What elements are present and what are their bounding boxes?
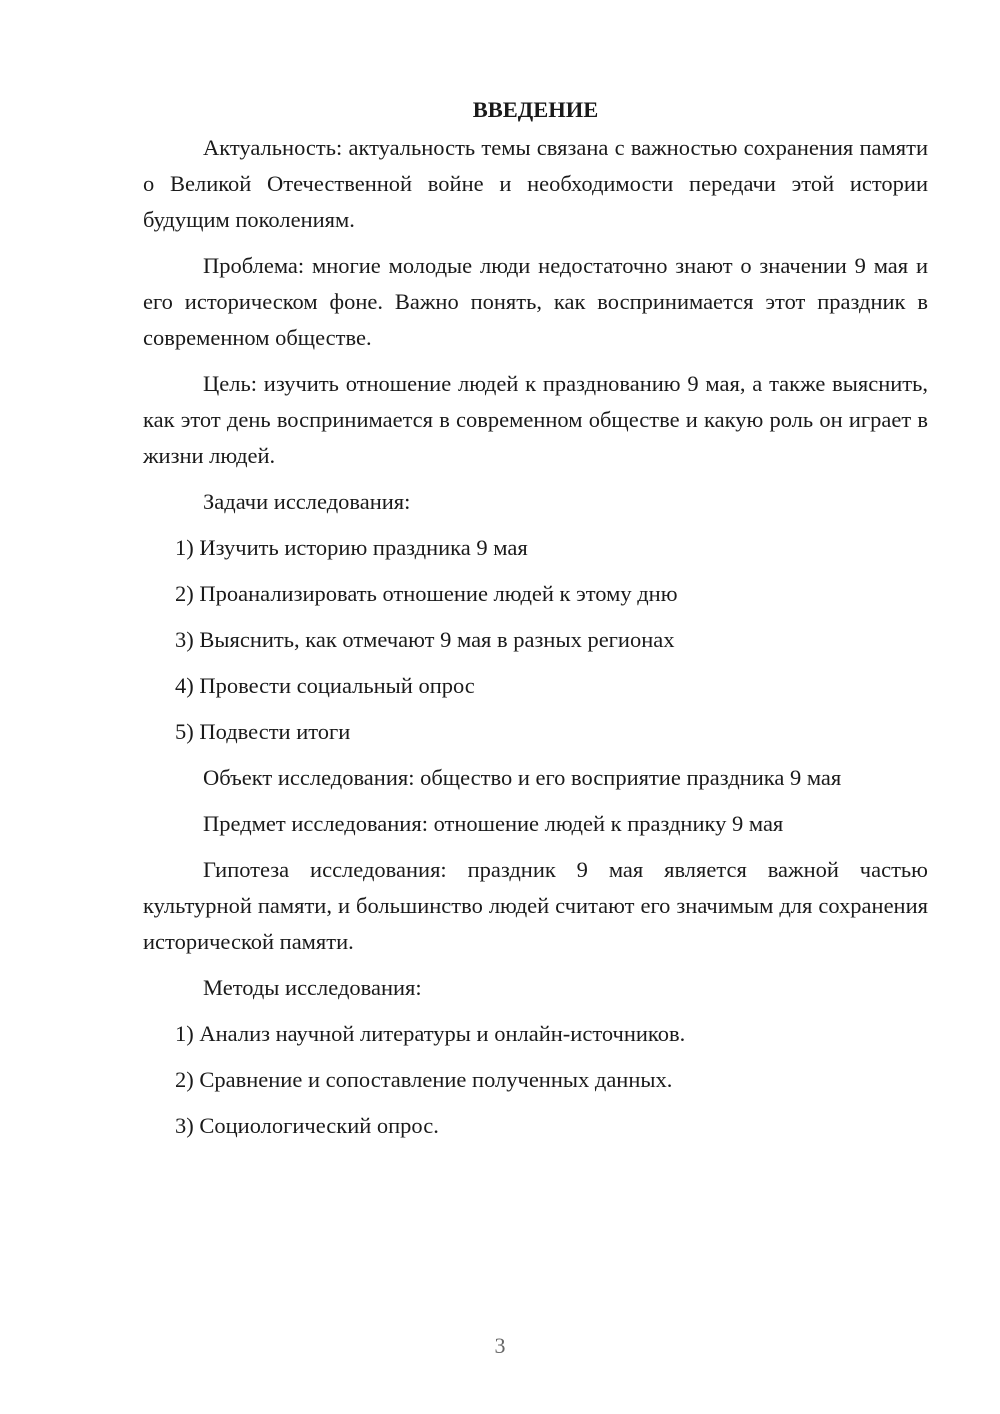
paragraph-subject: Предмет исследования: отношение людей к празднику 9 мая xyxy=(203,811,784,836)
task-item-5: 5) Подвести итоги xyxy=(175,719,351,744)
task-item-4: 4) Провести социальный опрос xyxy=(175,673,475,698)
method-item-1: 1) Анализ научной литературы и онлайн-источников. xyxy=(175,1021,686,1046)
paragraph-relevance: Актуальность: актуальность темы связана с важностью сохранения памяти о Великой Отечественной войне и необходимости передачи этой истории будущим поколениям. xyxy=(143,135,928,232)
method-item-3: 3) Социологический опрос. xyxy=(175,1113,439,1138)
task-item-3: 3) Выяснить, как отмечают 9 мая в разных регионах xyxy=(175,627,675,652)
paragraph-object: Объект исследования: общество и его восприятие праздника 9 мая xyxy=(203,765,842,790)
method-item-2: 2) Сравнение и сопоставление полученных данных. xyxy=(175,1067,673,1092)
task-item-1: 1) Изучить историю праздника 9 мая xyxy=(175,535,528,560)
page-title: ВВЕДЕНИЕ xyxy=(472,97,599,122)
paragraph-hypothesis: Гипотеза исследования: праздник 9 мая является важной частью культурной памяти, и большинство людей считают его значимым для сохранения исторической памяти. xyxy=(143,857,928,954)
tasks-heading: Задачи исследования: xyxy=(203,489,411,514)
methods-heading: Методы исследования: xyxy=(203,975,422,1000)
paragraph-goal: Цель: изучить отношение людей к празднованию 9 мая, а также выяснить, как этот день воспринимается в современном обществе и какую роль он играет в жизни людей. xyxy=(143,371,928,468)
document-page xyxy=(143,92,928,1154)
page-number: 3 xyxy=(494,1333,506,1358)
paragraph-problem: Проблема: многие молодые люди недостаточно знают о значении 9 мая и его историческом фоне. Важно понять, как воспринимается этот праздник в современном обществе. xyxy=(143,253,928,350)
task-item-2: 2) Проанализировать отношение людей к этому дню xyxy=(175,581,678,606)
